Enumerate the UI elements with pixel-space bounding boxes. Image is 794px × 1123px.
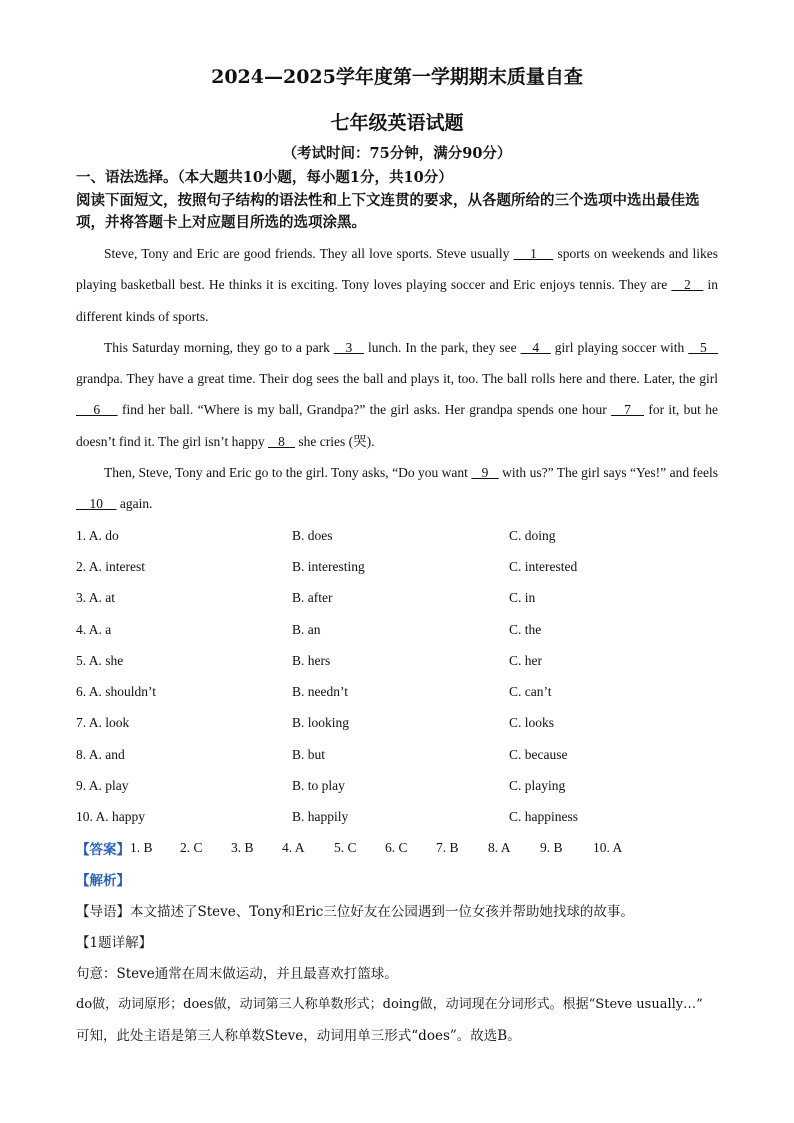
- option-c: C. in: [509, 590, 536, 606]
- passage-paragraph-1: Steve, Tony and Eric are good friends. They all love sports. Steve usually 1 sports on weekends and likes playing basketball best. He thinks it is exciting. Tony loves playing soccer and Eric enjoys tennis. They are 2 in different kinds of sports.: [76, 246, 719, 324]
- blank-4: 4: [520, 339, 551, 355]
- exam-title: 2024—2025学年度第一学期期末质量自查: [211, 66, 583, 88]
- option-row: [76, 614, 718, 645]
- option-row: [76, 708, 718, 739]
- blank-2: 2: [671, 277, 704, 293]
- option-a: 8. A. and: [76, 746, 125, 762]
- option-row: [76, 676, 718, 707]
- analysis-sentence-2: do做，动词原形；does做，动词第三人称单数形式；doing做，动词现在分词形式。根据“Steve usually…”: [76, 997, 703, 1012]
- option-b: B. needn’t: [292, 684, 348, 700]
- guide-line: [76, 894, 718, 925]
- option-row: [76, 645, 718, 676]
- option-a: 9. A. play: [76, 778, 129, 794]
- option-a: 1. A. do: [76, 527, 119, 543]
- option-a: 6. A. shouldn’t: [76, 684, 157, 700]
- answer-item: 3. B: [231, 839, 254, 855]
- option-b: B. after: [292, 590, 333, 606]
- detail-heading: 【1题详解】: [76, 934, 153, 951]
- option-row: [76, 770, 718, 801]
- answer-item: 4. A: [282, 839, 305, 855]
- blank-5: 5: [688, 339, 719, 355]
- option-a: 10. A. happy: [76, 809, 145, 825]
- option-a: 3. A. at: [76, 590, 115, 606]
- section-heading: 一、语法选择。（本大题共10小题，每小题1分，共10分）: [76, 169, 453, 186]
- answer-item: 1. B: [130, 839, 153, 855]
- options-list: [76, 520, 718, 833]
- option-a: 5. A. she: [76, 652, 124, 668]
- reading-passage: [76, 238, 718, 520]
- option-a: 7. A. look: [76, 715, 130, 731]
- blank-7: 7: [611, 402, 644, 418]
- option-b: B. hers: [292, 652, 331, 668]
- guide-text: 本文描述了Steve、Tony和Eric三位好友在公园遇到一位女孩并帮助她找球的故事。: [130, 903, 634, 920]
- section-instruction: 阅读下面短文，按照句子结构的语法性和上下文连贯的要求，从各题所给的三个选项中选出最佳选项，并将答题卡上对应题目所选的选项涂黑。: [76, 192, 700, 231]
- answer-line: [76, 832, 622, 863]
- option-c: C. because: [509, 746, 568, 762]
- exam-subtitle: 七年级英语试题: [330, 112, 464, 134]
- analysis-tag-line: [76, 863, 718, 894]
- passage-paragraph-2: This Saturday morning, they go to a park 3 lunch. In the park, they see 4 girl playing soccer with 5 grandpa. They have a great time. Their dog sees the ball and plays it, too. The ball rolls here and there. Later, the girl 6 find her ball. “Where is my ball, Grandpa?” the girl asks. Her grandpa spends one hour 7 for it, but he doesn’t find it. The girl isn’t happy 8 she cries (哭).: [76, 339, 719, 449]
- option-b: B. looking: [292, 715, 350, 731]
- blank-8: 8: [268, 433, 295, 449]
- blank-6: 6: [76, 402, 118, 418]
- option-row: [76, 520, 718, 551]
- answer-item: 2. C: [180, 839, 203, 855]
- answer-item: 7. B: [436, 839, 459, 855]
- answer-item: 8. A: [488, 839, 511, 855]
- analysis-sentence-1: 句意：Steve通常在周末做运动，并且最喜欢打篮球。: [76, 965, 398, 982]
- option-b: B. but: [292, 746, 326, 762]
- answer-item: 10. A: [593, 839, 623, 855]
- option-a: 4. A. a: [76, 621, 112, 637]
- option-a: 2. A. interest: [76, 558, 145, 574]
- exam-info: （考试时间：75分钟，满分90分）: [282, 145, 512, 162]
- analysis-sentence-3: 可知，此处主语是第三人称单数Steve，动词用单三形式“does”。故选B。: [76, 1027, 521, 1044]
- option-c: C. the: [509, 621, 542, 637]
- option-c: C. can’t: [509, 684, 552, 700]
- option-c: C. looks: [509, 715, 555, 731]
- option-c: C. doing: [509, 527, 556, 543]
- option-row: [76, 739, 718, 770]
- guide-tag: 【导语】: [76, 903, 130, 920]
- option-c: C. her: [509, 652, 542, 668]
- passage-paragraph-3: Then, Steve, Tony and Eric go to the girl. Tony asks, “Do you want 9 with us?” The girl says “Yes!” and feels 10 again.: [76, 465, 719, 512]
- blank-9: 9: [471, 465, 499, 481]
- answer-item: 9. B: [540, 839, 563, 855]
- option-b: B. interesting: [292, 558, 365, 574]
- answer-tag: 【答案】: [76, 841, 130, 858]
- blank-3: 3: [333, 339, 365, 355]
- option-b: B. an: [292, 621, 321, 637]
- blank-1: 1: [513, 246, 554, 261]
- option-row: [76, 583, 718, 614]
- option-b: B. to play: [292, 778, 345, 794]
- option-c: C. playing: [509, 778, 566, 794]
- option-c: C. happiness: [509, 809, 578, 825]
- blank-10: 10: [76, 496, 117, 512]
- analysis-tag: 【解析】: [76, 872, 130, 889]
- option-row: [76, 802, 718, 833]
- answer-item: 6. C: [385, 839, 408, 855]
- answer-item: 5. C: [334, 839, 357, 855]
- option-c: C. interested: [509, 558, 578, 574]
- option-b: B. does: [292, 527, 333, 543]
- option-row: [76, 551, 718, 582]
- option-b: B. happily: [292, 809, 349, 825]
